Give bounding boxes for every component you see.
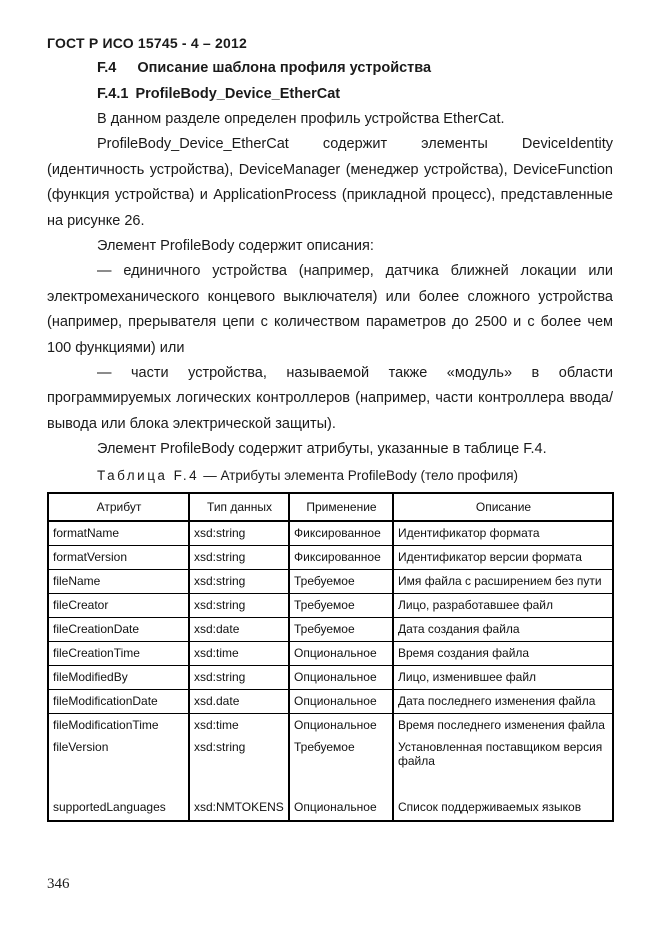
doc-number-header: ГОСТ Р ИСО 15745 - 4 – 2012 xyxy=(47,35,247,51)
cell-description: Идентификатор формата xyxy=(393,521,613,546)
heading-f4 xyxy=(47,56,613,82)
table-caption xyxy=(47,463,613,488)
heading-f4-number: F.4 xyxy=(97,60,117,76)
column-header-usage: Применение xyxy=(289,493,393,521)
cell-datatype: xsd:string xyxy=(189,665,289,689)
cell-usage: Фиксированное xyxy=(289,545,393,569)
heading-f41-title: ProfileBody_Device_EtherCat xyxy=(135,85,341,102)
cell-datatype: xsd.date xyxy=(189,689,289,713)
table-row xyxy=(48,521,613,546)
cell-datatype: xsd:string xyxy=(189,545,289,569)
cell-description: Лицо, изменившее файл xyxy=(393,665,613,689)
cell-description: Лицо, разработавшее файл xyxy=(393,593,613,617)
cell-datatype: xsd:time xyxy=(189,713,289,737)
paragraph-elements: ProfileBody_Device_EtherCat содержит элементы DeviceIdentity (идентичность устройства), DeviceManager (менеджер устройства), DeviceFunction (функция устройства) и ApplicationProcess (прикладной процесс), представленные на рисунке 26. xyxy=(47,136,613,229)
cell-datatype: xsd:string xyxy=(189,521,289,546)
cell-attribute: fileName xyxy=(48,569,189,593)
table-row xyxy=(48,641,613,665)
cell-datatype: xsd:string xyxy=(189,569,289,593)
heading-f41-number: F.4.1 xyxy=(97,85,129,102)
table-row xyxy=(48,569,613,593)
cell-usage: Фиксированное xyxy=(289,521,393,546)
heading-f41 xyxy=(47,82,613,108)
cell-usage: Опциональное xyxy=(289,713,393,737)
cell-description: Время последнего изменения файла xyxy=(393,713,613,737)
table-caption-label: Таблица F.4 xyxy=(97,467,200,483)
cell-usage: Опциональное xyxy=(289,689,393,713)
table-row xyxy=(48,786,613,821)
paragraph-intro: В данном разделе определен профиль устройства EtherCat. xyxy=(97,111,505,127)
table-header-row xyxy=(48,493,613,521)
cell-description: Идентификатор версии формата xyxy=(393,545,613,569)
cell-attribute: fileCreationDate xyxy=(48,617,189,641)
cell-attribute: formatName xyxy=(48,521,189,546)
paragraph-attributes: Элемент ProfileBody содержит атрибуты, указанные в таблице F.4. xyxy=(97,441,547,458)
table-caption-text: — Атрибуты элемента ProfileBody (тело профиля) xyxy=(203,467,519,483)
cell-attribute: fileCreationTime xyxy=(48,641,189,665)
cell-datatype: xsd:NMTOKENS xyxy=(189,786,289,821)
cell-description: Список поддерживаемых языков xyxy=(393,786,613,821)
paragraph-contains: Элемент ProfileBody содержит описания: xyxy=(97,238,374,255)
cell-usage: Опциональное xyxy=(289,641,393,665)
attributes-table xyxy=(47,492,614,822)
table-row xyxy=(48,713,613,737)
page-number: 346 xyxy=(47,876,70,892)
cell-attribute: fileModifiedBy xyxy=(48,665,189,689)
cell-description: Время создания файла xyxy=(393,641,613,665)
cell-usage: Требуемое xyxy=(289,593,393,617)
cell-datatype: xsd:string xyxy=(189,593,289,617)
column-header-description: Описание xyxy=(393,493,613,521)
paragraph-bullet-module: — части устройства, называемой также «модуль» в области программируемых логических контроллеров (например, части контроллера ввода/вывода или блока электрической защиты). xyxy=(47,365,613,432)
cell-datatype: xsd:date xyxy=(189,617,289,641)
cell-attribute: fileCreator xyxy=(48,593,189,617)
cell-description: Имя файла с расширением без пути xyxy=(393,569,613,593)
cell-attribute: supportedLanguages xyxy=(53,799,166,814)
cell-attribute: fileVersion xyxy=(53,739,109,754)
cell-attribute: fileModificationDate xyxy=(48,689,189,713)
table-row xyxy=(48,617,613,641)
table-row xyxy=(48,689,613,713)
paragraph-bullet-single-device: — единичного устройства (например, датчика ближней локации или электромеханического концевого выключателя) или более сложного устройства (например, прерывателя цепи с количеством параметров до 2500 и с более чем 100 функциями) или xyxy=(47,263,613,356)
column-header-datatype: Тип данных xyxy=(189,493,289,521)
cell-usage: Опциональное xyxy=(289,665,393,689)
column-header-attribute: Атрибут xyxy=(48,493,189,521)
cell-usage: Требуемое xyxy=(289,737,393,786)
cell-description: Дата создания файла xyxy=(393,617,613,641)
table-row xyxy=(48,665,613,689)
cell-attribute: fileModificationTime xyxy=(53,718,159,733)
cell-datatype: xsd:string xyxy=(189,737,289,786)
cell-attribute: formatVersion xyxy=(48,545,189,569)
heading-f4-title: Описание шаблона профиля устройства xyxy=(137,60,432,76)
cell-description: Дата последнего изменения файла xyxy=(393,689,613,713)
cell-datatype: xsd:time xyxy=(189,641,289,665)
table-row xyxy=(48,737,613,786)
cell-usage: Требуемое xyxy=(289,569,393,593)
cell-usage: Опциональное xyxy=(289,786,393,821)
table-row xyxy=(48,593,613,617)
cell-usage: Требуемое xyxy=(289,617,393,641)
table-row xyxy=(48,545,613,569)
cell-description: Установленная поставщиком версия файла xyxy=(393,737,613,786)
